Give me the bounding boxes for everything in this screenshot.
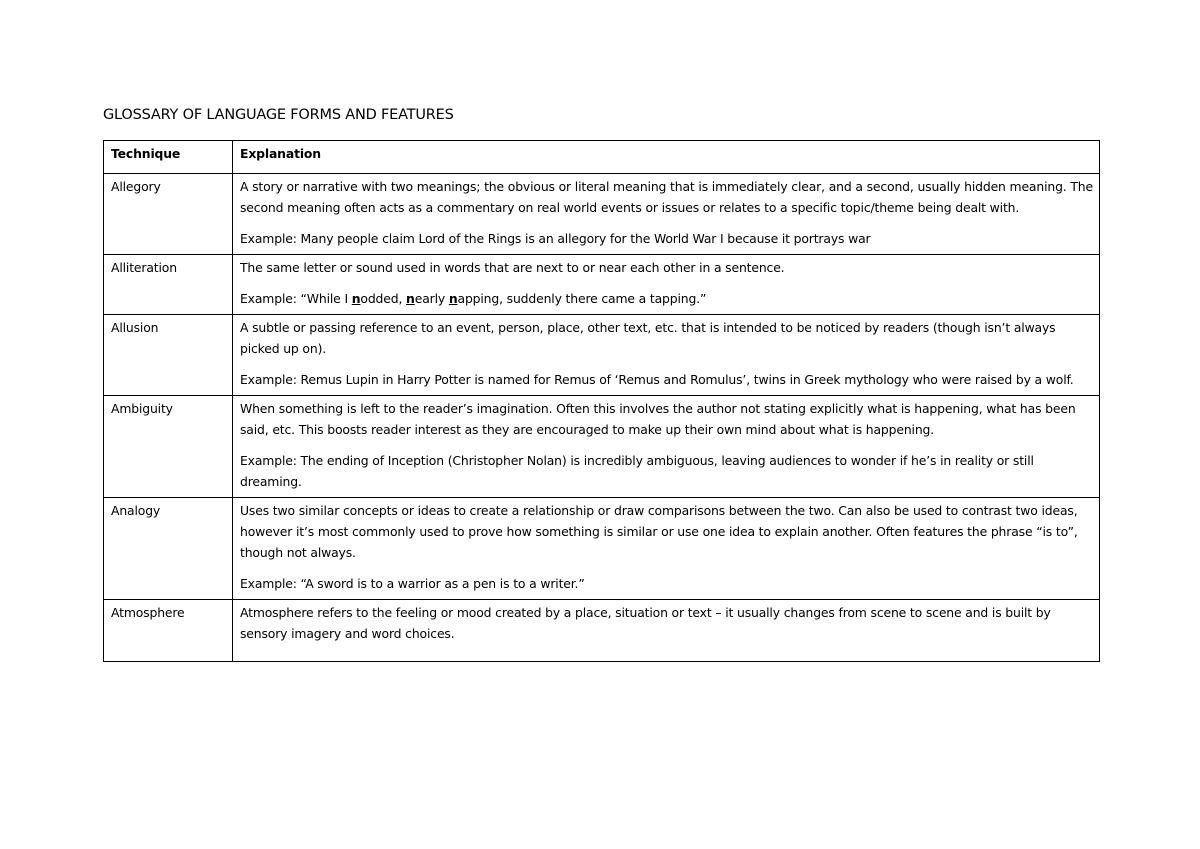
- example-text: Example: The ending of Inception (Christopher Nolan) is incredibly ambiguous, leaving audiences to wonder if he’s in reality or still dreaming.: [240, 453, 1034, 489]
- explanation-cell: [233, 315, 1100, 396]
- document-title: GLOSSARY OF LANGUAGE FORMS AND FEATURES: [103, 107, 454, 123]
- explanation-text: When something is left to the reader’s imagination. Often this involves the author not stating explicitly what is happening, what has been said, etc. This boosts reader interest as they are encouraged to make up their own mind about what is happening.: [240, 401, 1076, 437]
- explanation-cell: [233, 255, 1100, 315]
- explanation-text: A story or narrative with two meanings; the obvious or literal meaning that is immediately clear, and a second, usually hidden meaning. The second meaning often acts as a commentary on real world events or issues or relates to a specific topic/theme being dealt with.: [240, 179, 1093, 215]
- example-text: Example: Remus Lupin in Harry Potter is named for Remus of ‘Remus and Romulus’, twins in Greek mythology who were raised by a wolf.: [240, 372, 1074, 387]
- technique-cell: Atmosphere: [104, 600, 233, 662]
- technique-cell: Alliteration: [104, 255, 233, 315]
- example-text-segment: apping, suddenly there came a tapping.”: [457, 291, 707, 306]
- example-text-segment: odded,: [360, 291, 407, 306]
- technique-cell: Ambiguity: [104, 396, 233, 498]
- example-text: Example: Many people claim Lord of the Rings is an allegory for the World War I because it portrays war: [240, 231, 871, 246]
- technique-cell: Analogy: [104, 498, 233, 600]
- example-text: Example: “A sword is to a warrior as a pen is to a writer.”: [240, 576, 585, 591]
- explanation-cell: [233, 600, 1100, 662]
- alliteration-letter: n: [351, 291, 361, 306]
- table-row: [104, 255, 1100, 315]
- alliteration-letter: n: [448, 291, 458, 306]
- explanation-text: A subtle or passing reference to an event, person, place, other text, etc. that is intended to be noticed by readers (though isn’t always picked up on).: [240, 320, 1056, 356]
- table-header-row: [104, 141, 1100, 174]
- table-row: [104, 498, 1100, 600]
- alliteration-letter: n: [406, 291, 415, 306]
- table-row: [104, 315, 1100, 396]
- explanation-cell: [233, 498, 1100, 600]
- example-text: [240, 288, 1093, 309]
- explanation-cell: [233, 174, 1100, 255]
- example-text-segment: Example: “While I: [240, 291, 352, 306]
- technique-cell: Allusion: [104, 315, 233, 396]
- explanation-cell: [233, 396, 1100, 498]
- explanation-text: Uses two similar concepts or ideas to create a relationship or draw comparisons between the two. Can also be used to contrast two ideas, however it’s most commonly used to prove how something is similar or use one idea to explain another. Often features the phrase “is to”, though not always.: [240, 503, 1078, 560]
- example-text-segment: early: [414, 291, 449, 306]
- table-row: [104, 396, 1100, 498]
- technique-cell: Allegory: [104, 174, 233, 255]
- glossary-table: [103, 140, 1100, 662]
- header-technique: Technique: [104, 141, 233, 174]
- table-row: [104, 174, 1100, 255]
- explanation-text: Atmosphere refers to the feeling or mood created by a place, situation or text – it usually changes from scene to scene and is built by sensory imagery and word choices.: [240, 605, 1051, 641]
- header-explanation: Explanation: [233, 141, 1100, 174]
- explanation-text: The same letter or sound used in words that are next to or near each other in a sentence.: [240, 260, 785, 275]
- table-row: [104, 600, 1100, 662]
